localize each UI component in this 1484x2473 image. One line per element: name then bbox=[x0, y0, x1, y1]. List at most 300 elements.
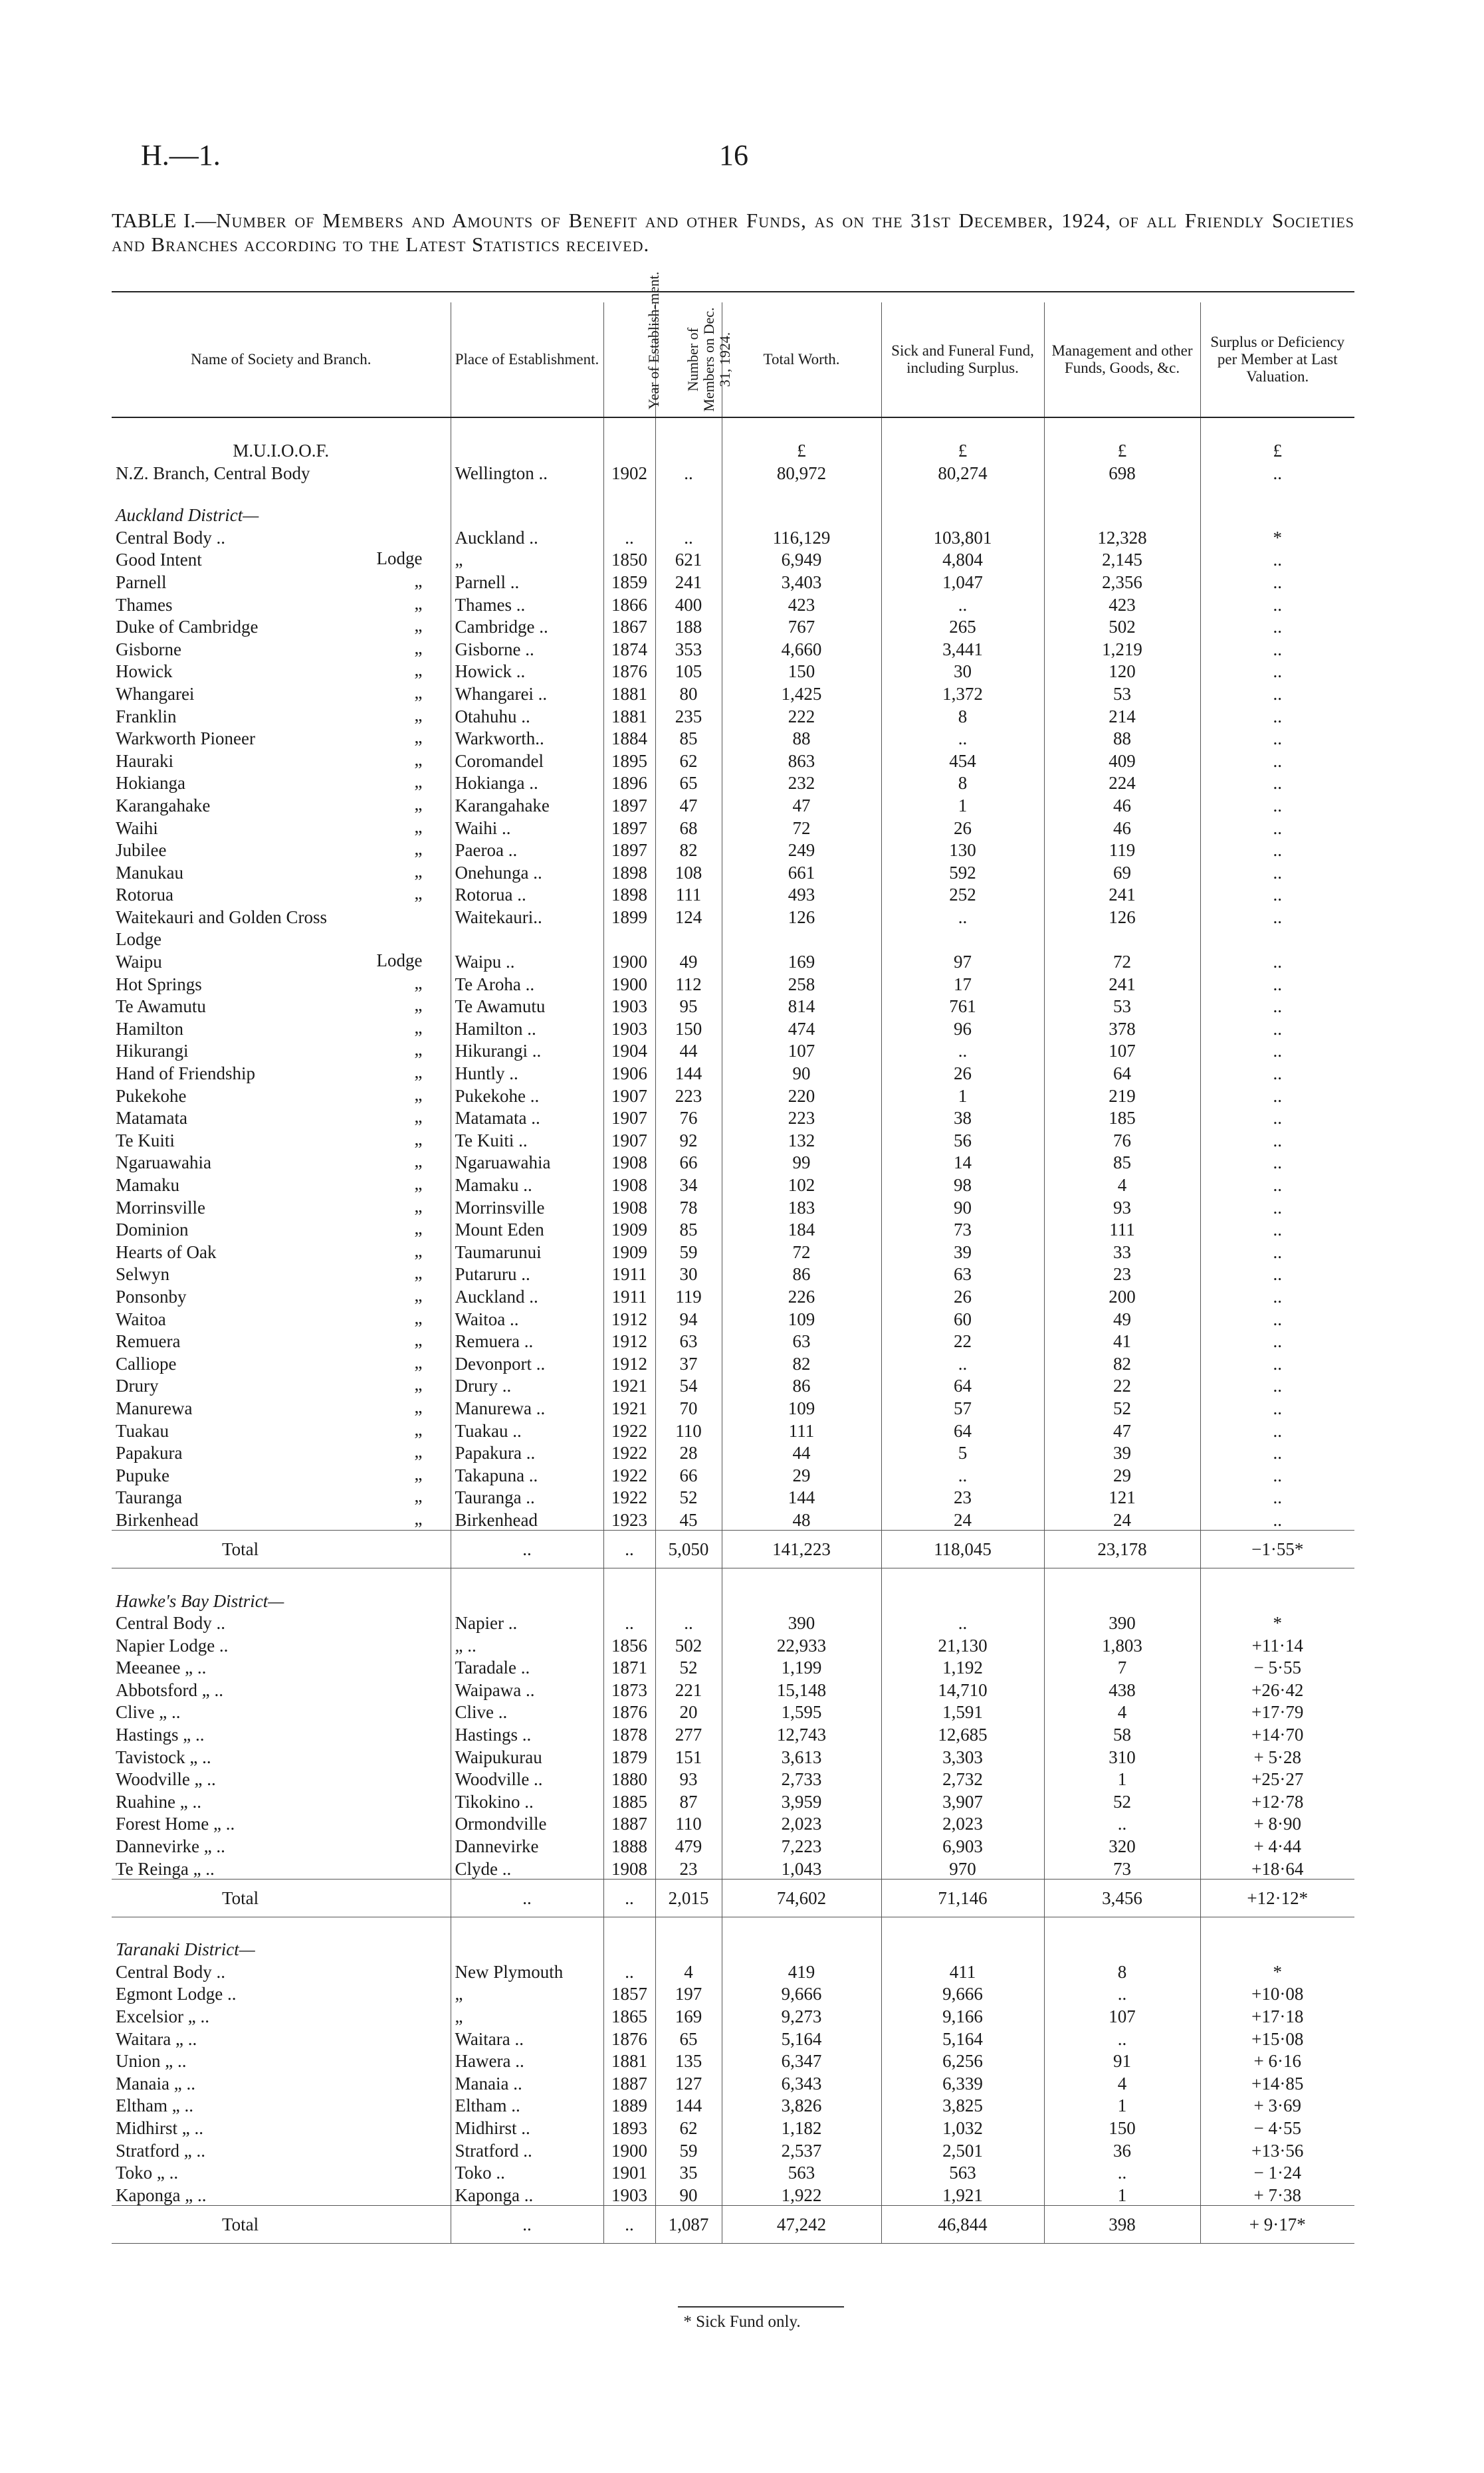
lodge-year: 1856 bbox=[603, 1633, 655, 1656]
top-rule bbox=[112, 291, 1354, 292]
lodge-name: Napier Lodge .. bbox=[116, 1635, 229, 1656]
lodge-year: 1889 bbox=[603, 2094, 655, 2116]
lodge-place bbox=[451, 927, 603, 950]
lodge-members: 95 bbox=[655, 994, 722, 1017]
order-title: M.U.I.O.O.F. bbox=[233, 441, 330, 461]
lodge-name-cell bbox=[112, 1150, 451, 1173]
lodge-sick-fund: 26 bbox=[881, 815, 1044, 838]
lodge-kind: „ bbox=[414, 1196, 423, 1216]
lodge-surplus: .. bbox=[1200, 883, 1354, 905]
lodge-management: 2,145 bbox=[1044, 548, 1200, 570]
lodge-surplus: +15·08 bbox=[1200, 2026, 1354, 2049]
lodge-management: 4 bbox=[1044, 1700, 1200, 1723]
lodge-sick-fund: 252 bbox=[881, 883, 1044, 905]
lodge-kind: „ bbox=[414, 1442, 423, 1462]
lodge-management: 69 bbox=[1044, 860, 1200, 883]
lodge-sick-fund: 2,732 bbox=[881, 1767, 1044, 1790]
lodge-kind: „ bbox=[414, 861, 423, 881]
table-row bbox=[112, 1329, 1354, 1352]
lodge-management: .. bbox=[1044, 1812, 1200, 1834]
lodge-sick-fund: 563 bbox=[881, 2161, 1044, 2183]
lodge-name: Jubilee bbox=[116, 840, 167, 861]
lodge-place: Paeroa .. bbox=[451, 838, 603, 861]
lodge-kind: Lodge bbox=[376, 950, 423, 971]
lodge-place: Remuera .. bbox=[451, 1329, 603, 1352]
lodge-name: Hamilton bbox=[116, 1018, 183, 1039]
table-row bbox=[112, 1418, 1354, 1441]
lodge-kind: „ bbox=[414, 615, 423, 636]
lodge-name: Waitara „ .. bbox=[116, 2028, 197, 2049]
col-header-management: Management and other Funds, Goods, &c. bbox=[1044, 302, 1200, 417]
lodge-management: 88 bbox=[1044, 726, 1200, 749]
lodge-name-cell bbox=[112, 949, 451, 972]
lodge-members: 169 bbox=[655, 2004, 722, 2026]
lodge-name-cell bbox=[112, 1374, 451, 1396]
lodge-management: 378 bbox=[1044, 1016, 1200, 1039]
lodge-total-worth: 184 bbox=[722, 1218, 881, 1240]
lodge-name-cell bbox=[112, 838, 451, 861]
lodge-total-worth: 232 bbox=[722, 771, 881, 794]
lodge-year: 1912 bbox=[603, 1351, 655, 1374]
table-row bbox=[112, 838, 1354, 861]
lodge-year: 1895 bbox=[603, 748, 655, 771]
lodge-name-cell bbox=[112, 1172, 451, 1195]
lodge-total-worth bbox=[722, 927, 881, 950]
lodge-management: 85 bbox=[1044, 1150, 1200, 1173]
lodge-place: Putaruru .. bbox=[451, 1262, 603, 1285]
lodge-management: 1,803 bbox=[1044, 1633, 1200, 1656]
lodge-surplus: .. bbox=[1200, 570, 1354, 592]
table-row bbox=[112, 2138, 1354, 2161]
lodge-kind: „ bbox=[414, 1174, 423, 1194]
lodge-members: 93 bbox=[655, 1767, 722, 1790]
lodge-name: Central Body .. bbox=[116, 1961, 225, 1982]
lodge-name: Whangarei bbox=[116, 683, 195, 704]
lodge-name-cell bbox=[112, 771, 451, 794]
lodge-place: Te Kuiti .. bbox=[451, 1128, 603, 1150]
total-total-worth: 47,242 bbox=[722, 2205, 881, 2243]
lodge-sick-fund: 1,047 bbox=[881, 570, 1044, 592]
lodge-surplus: .. bbox=[1200, 860, 1354, 883]
table-row bbox=[112, 1351, 1354, 1374]
table-row bbox=[112, 1039, 1354, 1061]
lodge-name: Dominion bbox=[116, 1220, 189, 1240]
lodge-total-worth: 90 bbox=[722, 1061, 881, 1083]
lodge-members: 66 bbox=[655, 1150, 722, 1173]
lodge-surplus: +18·64 bbox=[1200, 1856, 1354, 1879]
lodge-name-cell bbox=[112, 2026, 451, 2049]
lodge-name: Selwyn bbox=[116, 1264, 169, 1285]
lodge-name-cell bbox=[112, 1061, 451, 1083]
lodge-members: 78 bbox=[655, 1195, 722, 1218]
lodge-total-worth: 47 bbox=[722, 793, 881, 815]
col-header-members: Number of Members on Dec. 31, 1924. bbox=[655, 302, 722, 417]
lodge-total-worth: 3,826 bbox=[722, 2094, 881, 2116]
currency-symbol: £ bbox=[881, 438, 1044, 461]
lodge-sick-fund: 9,166 bbox=[881, 2004, 1044, 2026]
lodge-sick-fund: 5 bbox=[881, 1441, 1044, 1463]
lodge-sick-fund: 12,685 bbox=[881, 1722, 1044, 1745]
lodge-surplus: .. bbox=[1200, 592, 1354, 615]
lodge-year: 1878 bbox=[603, 1722, 655, 1745]
lodge-kind: „ bbox=[414, 1396, 423, 1417]
lodge-members: 54 bbox=[655, 1374, 722, 1396]
table-row bbox=[112, 1284, 1354, 1307]
lodge-members: 65 bbox=[655, 771, 722, 794]
lodge-year: 1865 bbox=[603, 2004, 655, 2026]
lodge-place: Howick .. bbox=[451, 659, 603, 682]
lodge-place: Taradale .. bbox=[451, 1656, 603, 1678]
lodge-sick-fund: 57 bbox=[881, 1396, 1044, 1418]
lodge-place: Ormondville bbox=[451, 1812, 603, 1834]
lodge-management: 46 bbox=[1044, 815, 1200, 838]
lodge-management: 438 bbox=[1044, 1677, 1200, 1700]
lodge-total-worth: 183 bbox=[722, 1195, 881, 1218]
lodge-surplus: .. bbox=[1200, 659, 1354, 682]
lodge-kind: „ bbox=[414, 816, 423, 837]
lodge-members: 20 bbox=[655, 1700, 722, 1723]
lodge-total-worth: 493 bbox=[722, 883, 881, 905]
lodge-members: 110 bbox=[655, 1418, 722, 1441]
lodge-place: Taumarunui bbox=[451, 1239, 603, 1262]
lodge-total-worth: 86 bbox=[722, 1262, 881, 1285]
lodge-sick-fund bbox=[881, 927, 1044, 950]
lodge-surplus: − 1·24 bbox=[1200, 2161, 1354, 2183]
lodge-total-worth: 22,933 bbox=[722, 1633, 881, 1656]
lodge-name: Birkenhead bbox=[116, 1509, 199, 1530]
lodge-name-cell bbox=[112, 1677, 451, 1700]
lodge-place: Auckland .. bbox=[451, 525, 603, 548]
lodge-sick-fund: 970 bbox=[881, 1856, 1044, 1879]
total-management: 3,456 bbox=[1044, 1879, 1200, 1917]
lodge-kind: „ bbox=[414, 1039, 423, 1060]
lodge-surplus: +17·18 bbox=[1200, 2004, 1354, 2026]
lodge-management: 53 bbox=[1044, 681, 1200, 704]
table-row bbox=[112, 681, 1354, 704]
lodge-place: Takapuna .. bbox=[451, 1463, 603, 1485]
lodge-place: Warkworth.. bbox=[451, 726, 603, 749]
lodge-place: „ bbox=[451, 1982, 603, 2004]
lodge-members: 59 bbox=[655, 1239, 722, 1262]
table-row bbox=[112, 1677, 1354, 1700]
lodge-year: 1904 bbox=[603, 1039, 655, 1061]
lodge-name: Karangahake bbox=[116, 795, 211, 815]
lodge-surplus: +14·85 bbox=[1200, 2071, 1354, 2094]
lodge-place: Waitekauri.. bbox=[451, 905, 603, 927]
lodge-name: Matamata bbox=[116, 1108, 187, 1129]
lodge-year: 1873 bbox=[603, 1677, 655, 1700]
col-header-place: Place of Establishment. bbox=[451, 302, 603, 417]
lodge-total-worth: 419 bbox=[722, 1959, 881, 1982]
lodge-members: 112 bbox=[655, 972, 722, 994]
lodge-management: 241 bbox=[1044, 883, 1200, 905]
lodge-surplus: +14·70 bbox=[1200, 1722, 1354, 1745]
lodge-name: Ponsonby bbox=[116, 1286, 187, 1307]
lodge-year: 1922 bbox=[603, 1485, 655, 1508]
lodge-surplus: + 7·38 bbox=[1200, 2183, 1354, 2205]
lodge-kind: „ bbox=[414, 1285, 423, 1305]
document-reference: H.—1. bbox=[141, 139, 221, 171]
lodge-surplus: .. bbox=[1200, 1507, 1354, 1530]
lodge-surplus: +10·08 bbox=[1200, 1982, 1354, 2004]
table-row bbox=[112, 570, 1354, 592]
table-row bbox=[112, 1745, 1354, 1767]
footnote-rule bbox=[678, 2306, 844, 2308]
branch-surplus: .. bbox=[1200, 461, 1354, 483]
lodge-name: Morrinsville bbox=[116, 1197, 205, 1218]
lodge-year: 1857 bbox=[603, 1982, 655, 2004]
lodge-total-worth: 6,949 bbox=[722, 548, 881, 570]
lodge-members: 59 bbox=[655, 2138, 722, 2161]
total-year: .. bbox=[603, 1530, 655, 1568]
table-row bbox=[112, 1656, 1354, 1678]
lodge-management: 320 bbox=[1044, 1834, 1200, 1856]
lodge-management: 1,219 bbox=[1044, 637, 1200, 659]
table-caption bbox=[112, 209, 1354, 257]
lodge-surplus: +25·27 bbox=[1200, 1767, 1354, 1790]
lodge-name-cell bbox=[112, 1083, 451, 1106]
lodge-sick-fund: .. bbox=[881, 726, 1044, 749]
table-row bbox=[112, 793, 1354, 815]
lodge-name: Thames bbox=[116, 594, 173, 615]
lodge-name: Rotorua bbox=[116, 885, 173, 905]
lodge-place: Tauranga .. bbox=[451, 1485, 603, 1508]
lodge-sick-fund: 24 bbox=[881, 1507, 1044, 1530]
lodge-management: 121 bbox=[1044, 1485, 1200, 1508]
district-heading: Hawke's Bay District— bbox=[116, 1590, 284, 1611]
lodge-name: Ngaruawahia bbox=[116, 1152, 211, 1173]
lodge-kind: „ bbox=[414, 727, 423, 748]
lodge-kind: „ bbox=[414, 772, 423, 792]
lodge-kind: „ bbox=[414, 660, 423, 681]
lodge-name-cell bbox=[112, 927, 451, 950]
lodge-sick-fund: 3,303 bbox=[881, 1745, 1044, 1767]
lodge-total-worth: 222 bbox=[722, 704, 881, 726]
lodge-kind: „ bbox=[414, 995, 423, 1016]
caption-text: Number of Members and Amounts of Benefit and other Funds, as on the 31st December, 1924, of all Friendly Societies and Branches according to the Latest Statistics received. bbox=[112, 209, 1354, 256]
lodge-management: 7 bbox=[1044, 1656, 1200, 1678]
lodge-name: Hot Springs bbox=[116, 974, 202, 994]
lodge-members: 28 bbox=[655, 1441, 722, 1463]
table-row bbox=[112, 1016, 1354, 1039]
lodge-name-cell bbox=[112, 793, 451, 815]
lodge-sick-fund: 3,907 bbox=[881, 1789, 1044, 1812]
lodge-total-worth: 6,347 bbox=[722, 2049, 881, 2072]
lodge-kind: „ bbox=[414, 570, 423, 591]
lodge-name-cell bbox=[112, 592, 451, 615]
lodge-total-worth: 102 bbox=[722, 1172, 881, 1195]
lodge-kind: „ bbox=[414, 1129, 423, 1149]
branch-management: 698 bbox=[1044, 461, 1200, 483]
lodge-kind: „ bbox=[414, 593, 423, 613]
lodge-place: Papakura .. bbox=[451, 1441, 603, 1463]
lodge-year: 1897 bbox=[603, 838, 655, 861]
district-heading: Taranaki District— bbox=[116, 1939, 255, 1960]
lodge-name: Waipu bbox=[116, 952, 162, 972]
table-row bbox=[112, 1507, 1354, 1530]
lodge-year: 1908 bbox=[603, 1195, 655, 1218]
lodge-sick-fund: 1,032 bbox=[881, 2115, 1044, 2138]
lodge-year: 1859 bbox=[603, 570, 655, 592]
table-row bbox=[112, 883, 1354, 905]
lodge-name-cell bbox=[112, 1463, 451, 1485]
lodge-kind: „ bbox=[414, 839, 423, 859]
lodge-management: 8 bbox=[1044, 1959, 1200, 1982]
lodge-year: 1867 bbox=[603, 615, 655, 637]
lodge-name-cell bbox=[112, 1633, 451, 1656]
lodge-name-cell bbox=[112, 1307, 451, 1329]
spacer-row bbox=[112, 1568, 1354, 1588]
lodge-name-cell bbox=[112, 1722, 451, 1745]
lodge-management: 310 bbox=[1044, 1745, 1200, 1767]
table-row bbox=[112, 860, 1354, 883]
lodge-year: 1850 bbox=[603, 548, 655, 570]
lodge-members: 144 bbox=[655, 2094, 722, 2116]
lodge-year: 1871 bbox=[603, 1656, 655, 1678]
lodge-place: Auckland .. bbox=[451, 1284, 603, 1307]
lodge-place: Onehunga .. bbox=[451, 860, 603, 883]
lodge-name: Central Body .. bbox=[116, 1613, 225, 1634]
lodge-place: Pukekohe .. bbox=[451, 1083, 603, 1106]
lodge-name: Pukekohe bbox=[116, 1085, 187, 1106]
lodge-management: 23 bbox=[1044, 1262, 1200, 1285]
lodge-total-worth: 169 bbox=[722, 949, 881, 972]
lodge-sick-fund: 64 bbox=[881, 1418, 1044, 1441]
lodge-members: 111 bbox=[655, 883, 722, 905]
lodge-total-worth: 1,425 bbox=[722, 681, 881, 704]
total-year: .. bbox=[603, 2205, 655, 2243]
lodge-total-worth: 12,743 bbox=[722, 1722, 881, 1745]
lodge-sick-fund: 4,804 bbox=[881, 548, 1044, 570]
table-row bbox=[112, 972, 1354, 994]
lodge-place: Woodville .. bbox=[451, 1767, 603, 1790]
lodge-total-worth: 144 bbox=[722, 1485, 881, 1508]
table-row bbox=[112, 1767, 1354, 1790]
lodge-surplus: − 5·55 bbox=[1200, 1656, 1354, 1678]
lodge-management: 224 bbox=[1044, 771, 1200, 794]
lodge-name: Tauranga bbox=[116, 1487, 183, 1508]
lodge-kind: „ bbox=[414, 682, 423, 702]
lodge-name-cell bbox=[112, 1959, 451, 1982]
lodge-surplus: .. bbox=[1200, 637, 1354, 659]
lodge-year: 1888 bbox=[603, 1834, 655, 1856]
lodge-name-cell bbox=[112, 570, 451, 592]
lodge-management: 200 bbox=[1044, 1284, 1200, 1307]
lodge-members: 23 bbox=[655, 1856, 722, 1879]
lodge-members: 188 bbox=[655, 615, 722, 637]
table-row bbox=[112, 1834, 1354, 1856]
table-row bbox=[112, 2094, 1354, 2116]
lodge-name: Tuakau bbox=[116, 1420, 169, 1441]
total-surplus: + 9·17* bbox=[1200, 2205, 1354, 2243]
lodge-name-cell bbox=[112, 659, 451, 682]
lodge-members: 90 bbox=[655, 2183, 722, 2205]
lodge-name-cell bbox=[112, 2115, 451, 2138]
lodge-year: 1885 bbox=[603, 1789, 655, 1812]
table-row bbox=[112, 548, 1354, 570]
lodge-members: 151 bbox=[655, 1745, 722, 1767]
lodge-name: Remuera bbox=[116, 1331, 181, 1352]
lodge-place: Karangahake bbox=[451, 793, 603, 815]
lodge-sick-fund: 22 bbox=[881, 1329, 1044, 1352]
lodge-name-cell bbox=[112, 1507, 451, 1530]
lodge-total-worth: 390 bbox=[722, 1611, 881, 1634]
lodge-surplus: +12·78 bbox=[1200, 1789, 1354, 1812]
lodge-management bbox=[1044, 927, 1200, 950]
lodge-kind: „ bbox=[414, 1084, 423, 1105]
lodge-members: 127 bbox=[655, 2071, 722, 2094]
total-members: 5,050 bbox=[655, 1530, 722, 1568]
lodge-sick-fund: 9,666 bbox=[881, 1982, 1044, 2004]
lodge-place: New Plymouth bbox=[451, 1959, 603, 1982]
table-row bbox=[112, 1262, 1354, 1285]
total-surplus: −1·55* bbox=[1200, 1530, 1354, 1568]
lodge-place: Cambridge .. bbox=[451, 615, 603, 637]
lodge-sick-fund: 21,130 bbox=[881, 1633, 1044, 1656]
total-place: .. bbox=[451, 2205, 603, 2243]
lodge-name-cell bbox=[112, 1016, 451, 1039]
lodge-name: Calliope bbox=[116, 1353, 177, 1374]
lodge-year: 1887 bbox=[603, 2071, 655, 2094]
lodge-kind: „ bbox=[414, 1017, 423, 1037]
lodge-surplus: .. bbox=[1200, 704, 1354, 726]
lodge-management: 41 bbox=[1044, 1329, 1200, 1352]
lodge-name-cell bbox=[112, 1351, 451, 1374]
lodge-year: 1923 bbox=[603, 1507, 655, 1530]
lodge-name: Manukau bbox=[116, 862, 183, 883]
table-row bbox=[112, 1441, 1354, 1463]
lodge-year: 1907 bbox=[603, 1083, 655, 1106]
lodge-kind: Lodge bbox=[376, 548, 423, 569]
footnote: * Sick Fund only. bbox=[683, 2313, 801, 2331]
lodge-year: 1911 bbox=[603, 1284, 655, 1307]
lodge-surplus: .. bbox=[1200, 793, 1354, 815]
lodge-total-worth: 107 bbox=[722, 1039, 881, 1061]
table-row bbox=[112, 592, 1354, 615]
table-row bbox=[112, 927, 1354, 950]
lodge-name: Eltham „ .. bbox=[116, 2096, 193, 2116]
lodge-management: 52 bbox=[1044, 1789, 1200, 1812]
lodge-name-cell bbox=[112, 1039, 451, 1061]
lodge-sick-fund: 96 bbox=[881, 1016, 1044, 1039]
lodge-members: 277 bbox=[655, 1722, 722, 1745]
lodge-name-cell bbox=[112, 2071, 451, 2094]
lodge-kind: „ bbox=[414, 1062, 423, 1083]
lodge-surplus: .. bbox=[1200, 1307, 1354, 1329]
lodge-year: 1897 bbox=[603, 815, 655, 838]
lodge-name: Waitekauri and Golden Cross bbox=[116, 907, 328, 927]
lodge-management: 47 bbox=[1044, 1418, 1200, 1441]
lodge-sick-fund: 3,825 bbox=[881, 2094, 1044, 2116]
lodge-year: 1922 bbox=[603, 1418, 655, 1441]
lodge-total-worth: 258 bbox=[722, 972, 881, 994]
branch-year: 1902 bbox=[603, 461, 655, 483]
lodge-surplus: .. bbox=[1200, 1016, 1354, 1039]
lodge-total-worth: 99 bbox=[722, 1150, 881, 1173]
table-row bbox=[112, 1218, 1354, 1240]
lodge-management: 4 bbox=[1044, 1172, 1200, 1195]
lodge-members: 110 bbox=[655, 1812, 722, 1834]
lodge-total-worth: 863 bbox=[722, 748, 881, 771]
lodge-sick-fund: 23 bbox=[881, 1485, 1044, 1508]
lodge-place: Thames .. bbox=[451, 592, 603, 615]
lodge-surplus bbox=[1200, 927, 1354, 950]
lodge-sick-fund: 17 bbox=[881, 972, 1044, 994]
total-label: Total bbox=[112, 1530, 451, 1568]
lodge-place: Coromandel bbox=[451, 748, 603, 771]
lodge-name: Te Kuiti bbox=[116, 1130, 175, 1150]
lodge-name: Howick bbox=[116, 661, 173, 682]
